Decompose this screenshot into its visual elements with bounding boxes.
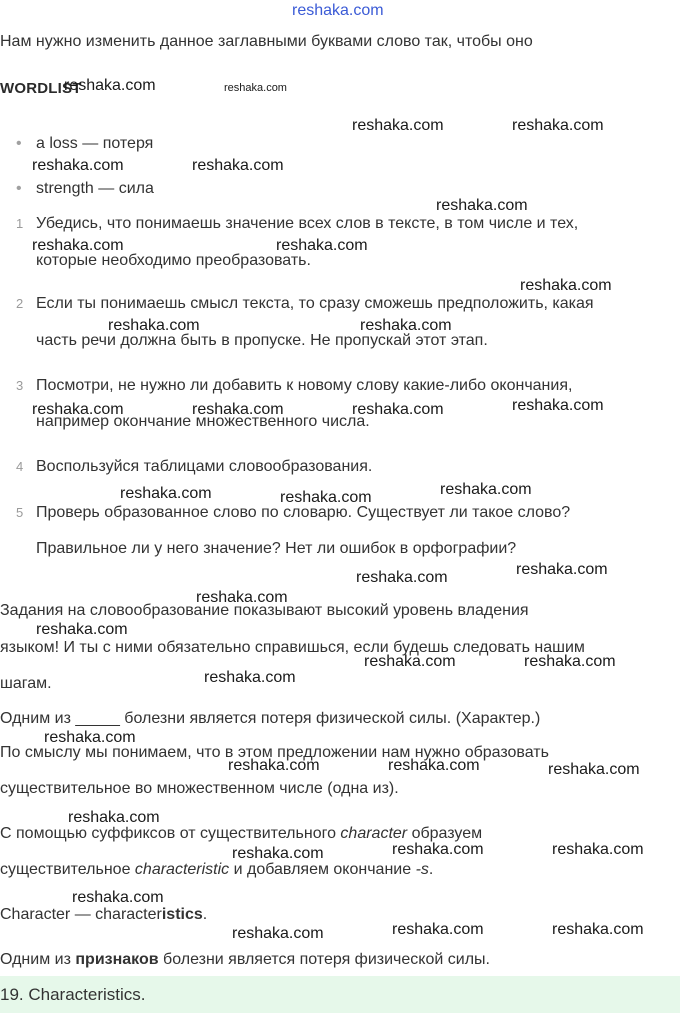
step-text: Если ты понимаешь смысл текста, то сразу сможешь предположить, какая bbox=[36, 295, 594, 312]
watermark: reshaka.com bbox=[392, 921, 484, 938]
step-number: 1 bbox=[16, 216, 24, 231]
watermark: reshaka.com bbox=[356, 569, 448, 586]
answer-text: 19. Characteristics. bbox=[0, 985, 146, 1004]
watermark: reshaka.com bbox=[280, 489, 372, 506]
watermark: reshaka.com bbox=[108, 317, 200, 334]
watermark: reshaka.com bbox=[392, 841, 484, 858]
watermark: reshaka.com bbox=[72, 889, 164, 906]
watermark: reshaka.com bbox=[512, 397, 604, 414]
step-number: 2 bbox=[16, 296, 24, 311]
step-number: 5 bbox=[16, 505, 24, 520]
watermark: reshaka.com bbox=[352, 117, 444, 134]
watermark: reshaka.com bbox=[68, 809, 160, 826]
step-text: например окончание множественного числа. bbox=[36, 413, 370, 430]
watermark: reshaka.com bbox=[360, 317, 452, 334]
watermark: reshaka.com bbox=[32, 157, 124, 174]
watermark: reshaka.com bbox=[440, 481, 532, 498]
example-sentence: Одним из _____ болезни является потеря физической силы. (Характер.) bbox=[0, 710, 541, 727]
body-text: Одним из признаков болезни является потеря физической силы. bbox=[0, 951, 490, 968]
step-text: часть речи должна быть в пропуске. Не пропускай этот этап. bbox=[36, 332, 488, 349]
step-number: 3 bbox=[16, 378, 24, 393]
watermark: reshaka.com bbox=[388, 757, 480, 774]
watermark: reshaka.com bbox=[192, 401, 284, 418]
watermark: reshaka.com bbox=[36, 621, 128, 638]
site-header-link[interactable]: reshaka.com bbox=[292, 2, 384, 19]
wordlist-title: WORDLIST bbox=[0, 80, 82, 97]
watermark: reshaka.com bbox=[44, 729, 136, 746]
watermark: reshaka.com bbox=[228, 757, 320, 774]
watermark: reshaka.com bbox=[232, 925, 324, 942]
intro-text: Нам нужно изменить данное заглавными буквами слово так, чтобы оно bbox=[0, 33, 533, 50]
watermark: reshaka.com bbox=[352, 401, 444, 418]
watermark: reshaka.com bbox=[276, 237, 368, 254]
watermark: reshaka.com bbox=[64, 77, 156, 94]
wordlist-item: strength — сила bbox=[36, 180, 154, 197]
watermark: reshaka.com bbox=[548, 761, 640, 778]
watermark: reshaka.com bbox=[196, 589, 288, 606]
bullet-icon: • bbox=[16, 180, 22, 197]
step-text: Посмотри, не нужно ли добавить к новому слову какие-либо окончания, bbox=[36, 377, 573, 394]
step-text: которые необходимо преобразовать. bbox=[36, 252, 311, 269]
body-text: существительное во множественном числе (одна из). bbox=[0, 780, 399, 797]
step-text: Проверь образованное слово по словарю. Существует ли такое слово? bbox=[36, 504, 571, 521]
watermark: reshaka.com bbox=[520, 277, 612, 294]
watermark: reshaka.com bbox=[552, 841, 644, 858]
watermark: reshaka.com bbox=[120, 485, 212, 502]
body-text: шагам. bbox=[0, 675, 52, 692]
body-text: С помощью суффиксов от существительного character образуем bbox=[0, 825, 483, 842]
answer-bar bbox=[0, 976, 680, 1013]
watermark: reshaka.com bbox=[512, 117, 604, 134]
step-text: Правильное ли у него значение? Нет ли ошибок в орфографии? bbox=[36, 540, 517, 557]
body-text: Character — characteristics. bbox=[0, 906, 208, 923]
bullet-icon: • bbox=[16, 135, 22, 152]
watermark: reshaka.com bbox=[364, 653, 456, 670]
watermark: reshaka.com bbox=[32, 401, 124, 418]
step-text: Воспользуйся таблицами словообразования. bbox=[36, 458, 373, 475]
watermark: reshaka.com bbox=[516, 561, 608, 578]
watermark: reshaka.com bbox=[192, 157, 284, 174]
watermark: reshaka.com bbox=[224, 82, 287, 94]
watermark: reshaka.com bbox=[552, 921, 644, 938]
watermark: reshaka.com bbox=[232, 845, 324, 862]
watermark: reshaka.com bbox=[32, 237, 124, 254]
wordlist-item: a loss — потеря bbox=[36, 135, 154, 152]
body-text: Задания на словообразование показывают высокий уровень владения bbox=[0, 602, 529, 619]
body-text: существительное characteristic и добавляем окончание -s. bbox=[0, 861, 434, 878]
watermark: reshaka.com bbox=[204, 669, 296, 686]
body-text: По смыслу мы понимаем, что в этом предложении нам нужно образовать bbox=[0, 744, 549, 761]
body-text: языком! И ты с ними обязательно справишься, если будешь следовать нашим bbox=[0, 639, 585, 656]
watermark: reshaka.com bbox=[436, 197, 528, 214]
watermark: reshaka.com bbox=[524, 653, 616, 670]
step-number: 4 bbox=[16, 459, 24, 474]
step-text: Убедись, что понимаешь значение всех слов в тексте, в том числе и тех, bbox=[36, 215, 579, 232]
